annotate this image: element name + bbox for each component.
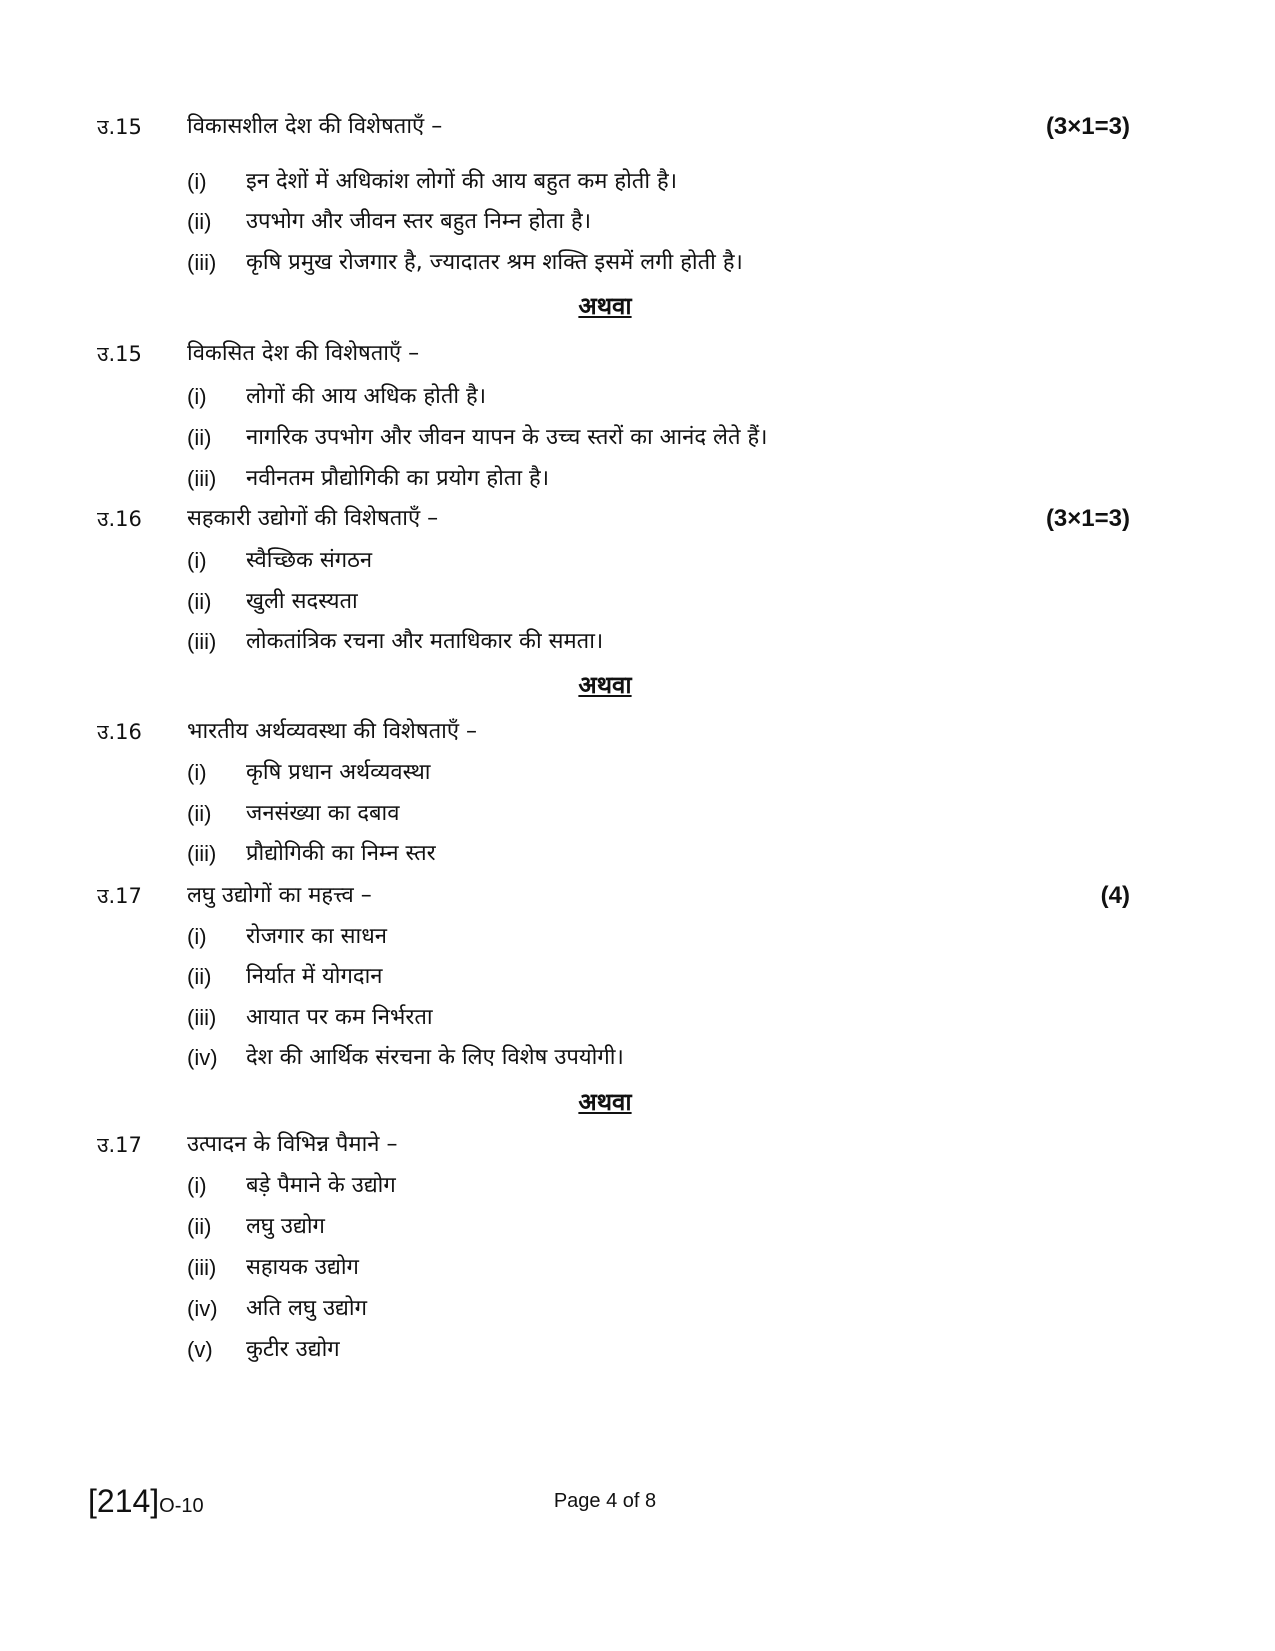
point-text: निर्यात में योगदान [246,964,383,989]
point-text: खुली सदस्यता [246,589,358,614]
question-title: विकासशील देश की विशेषताएँ – [187,114,443,139]
answer-point [0,957,1275,997]
point-number: (ii) [187,964,212,989]
question-heading [0,876,1275,916]
answer-point [0,998,1275,1038]
question-heading [0,334,1275,374]
question-heading [0,499,1275,539]
point-number: (iv) [187,1045,218,1070]
point-text: लोगों की आय अधिक होती है। [246,384,487,409]
answer-point [0,377,1275,417]
point-number: (ii) [187,801,212,826]
point-text: नवीनतम प्रौद्योगिकी का प्रयोग होता है। [246,466,550,491]
answer-point [0,1248,1275,1288]
question-number: उ.15 [97,115,142,139]
point-text: कृषि प्रधान अर्थव्यवस्था [246,760,431,785]
question-number: उ.15 [97,342,142,366]
point-number: (iii) [187,1255,217,1280]
question-marks: (3×1=3) [1045,505,1130,532]
point-text: स्वैच्छिक संगठन [246,548,373,573]
point-number: (ii) [187,425,212,450]
point-number: (i) [187,384,207,409]
answer-point [0,243,1275,283]
answer-point [0,834,1275,874]
answer-point [0,1038,1275,1078]
point-text: कुटीर उद्योग [246,1337,340,1362]
page-number: Page 4 of 8 [553,1490,657,1512]
point-number: (i) [187,548,207,573]
answer-point [0,418,1275,458]
point-number: (iv) [187,1296,218,1321]
point-text: देश की आर्थिक संरचना के लिए विशेष उपयोगी। [246,1045,624,1070]
answer-point [0,753,1275,793]
answer-point [0,162,1275,202]
answer-point [0,622,1275,662]
point-text: रोजगार का साधन [246,924,387,949]
question-heading [0,712,1275,752]
point-number: (i) [187,760,207,785]
question-number: उ.17 [97,884,142,908]
point-number: (ii) [187,1214,212,1239]
question-title: भारतीय अर्थव्यवस्था की विशेषताएँ – [187,719,477,744]
point-number: (iii) [187,1005,217,1030]
question-title: उत्पादन के विभिन्न पैमाने – [187,1132,398,1157]
point-number: (i) [187,169,207,194]
point-text: बड़े पैमाने के उद्योग [246,1173,396,1198]
answer-point [0,1330,1275,1370]
or-divider: अथवा [578,671,632,699]
question-marks: (3×1=3) [1045,113,1130,140]
or-divider: अथवा [578,1088,632,1116]
question-heading [0,107,1275,147]
answer-point [0,202,1275,242]
answer-point [0,459,1275,499]
answer-point [0,582,1275,622]
point-number: (i) [187,1173,207,1198]
point-text: नागरिक उपभोग और जीवन यापन के उच्च स्तरों का आनंद लेते हैं। [246,425,768,450]
point-number: (iii) [187,466,217,491]
paper-code-main: [214] [88,1483,160,1519]
answer-point [0,541,1275,581]
question-heading [0,1125,1275,1165]
question-marks: (4) [1100,882,1130,909]
answer-point [0,1166,1275,1206]
point-number: (ii) [187,589,212,614]
point-number: (v) [187,1337,213,1362]
point-number: (i) [187,924,207,949]
point-number: (iii) [187,629,217,654]
question-number: उ.16 [97,720,142,744]
answer-point [0,1289,1275,1329]
question-number: उ.16 [97,507,142,531]
question-number: उ.17 [97,1133,142,1157]
answer-point [0,917,1275,957]
point-text: उपभोग और जीवन स्तर बहुत निम्न होता है। [246,209,592,234]
paper-code-sub: O-10 [159,1495,204,1517]
point-number: (ii) [187,209,212,234]
question-title: सहकारी उद्योगों की विशेषताएँ – [187,506,439,531]
point-number: (iii) [187,841,217,866]
point-text: जनसंख्या का दबाव [246,801,400,826]
point-text: लोकतांत्रिक रचना और मताधिकार की समता। [246,629,604,654]
point-text: प्रौद्योगिकी का निम्न स्तर [246,841,436,866]
point-text: लघु उद्योग [246,1214,325,1239]
or-divider: अथवा [578,292,632,320]
point-number: (iii) [187,250,217,275]
point-text: इन देशों में अधिकांश लोगों की आय बहुत कम होती है। [246,169,678,194]
answer-point [0,1207,1275,1247]
question-title: लघु उद्योगों का महत्त्व – [187,883,372,908]
question-title: विकसित देश की विशेषताएँ – [187,341,420,366]
point-text: कृषि प्रमुख रोजगार है, ज्यादातर श्रम शक्ति इसमें लगी होती है। [246,250,743,275]
answer-point [0,794,1275,834]
point-text: सहायक उद्योग [246,1255,359,1280]
point-text: अति लघु उद्योग [246,1296,367,1321]
point-text: आयात पर कम निर्भरता [246,1005,433,1030]
